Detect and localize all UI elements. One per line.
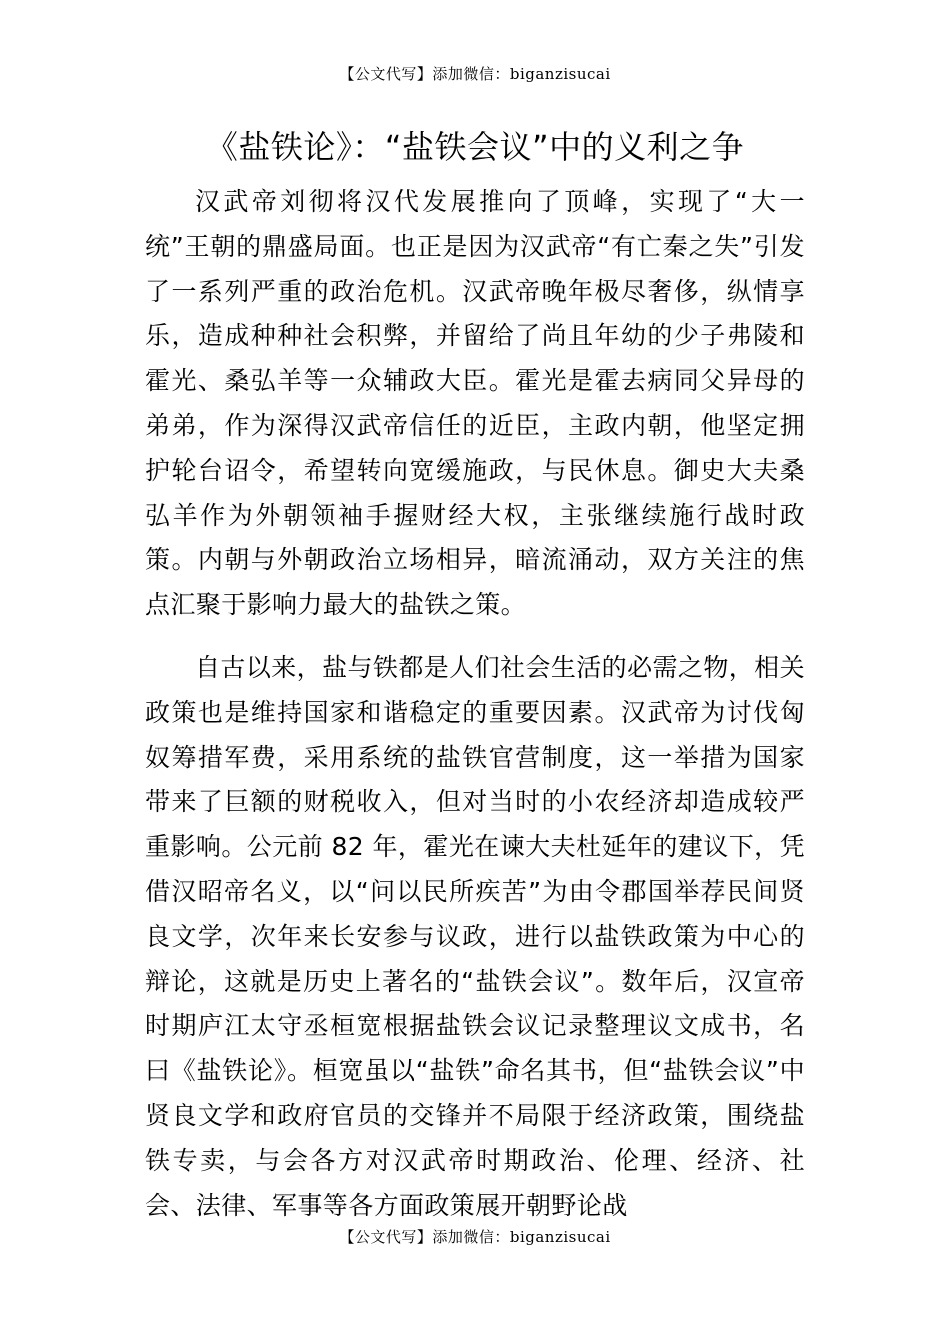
page-title: 《盐铁论》：“盐铁会议”中的义利之争 [205, 128, 745, 166]
body-text [145, 180, 805, 1228]
footer-watermark-note: 【公文代写】添加微信：biganzisucai [339, 1228, 611, 1246]
paragraph-1: 汉武帝刘彻将汉代发展推向了顶峰，实现了“大一统”王朝的鼎盛局面。也正是因为汉武帝“有亡秦之失”引发了一系列严重的政治危机。汉武帝晚年极尽奢侈，纵情享乐，造成种种社会积弊，并留给了尚且年幼的少子弗陵和霍光、桑弘羊等一众辅政大臣。霍光是霍去病同父异母的弟弟，作为深得汉武帝信任的近臣，主政内朝，他坚定拥护轮台诏令，希望转向宽缓施政，与民休息。御史大夫桑弘羊作为外朝领袖手握财经大权，主张继续施行战时政策。内朝与外朝政治立场相异，暗流涌动，双方关注的焦点汇聚于影响力最大的盐铁之策。 [145, 187, 805, 620]
paragraph-2: 自古以来，盐与铁都是人们社会生活的必需之物，相关政策也是维持国家和谐稳定的重要因素。汉武帝为讨伐匈奴筹措军费，采用系统的盐铁官营制度，这一举措为国家带来了巨额的财税收入，但对当时的小农经济却造成较严重影响。公元前 82 年，霍光在谏大夫杜延年的建议下，凭借汉昭帝名义，以“问以民所疾苦”为由令郡国举荐民间贤良文学，次年来长安参与议政，进行以盐铁政策为中心的辩论，这就是历史上著名的“盐铁会议”。数年后，汉宣帝时期庐江太守丞桓宽根据盐铁会议记录整理议文成书，名曰《盐铁论》。桓宽虽以“盐铁”命名其书，但“盐铁会议”中贤良文学和政府官员的交锋并不局限于经济政策，围绕盐铁专卖，与会各方对汉武帝时期政治、伦理、经济、社会、法律、军事等各方面政策展开朝野论战 [145, 652, 805, 1220]
header-watermark-note: 【公文代写】添加微信：biganzisucai [339, 65, 611, 83]
